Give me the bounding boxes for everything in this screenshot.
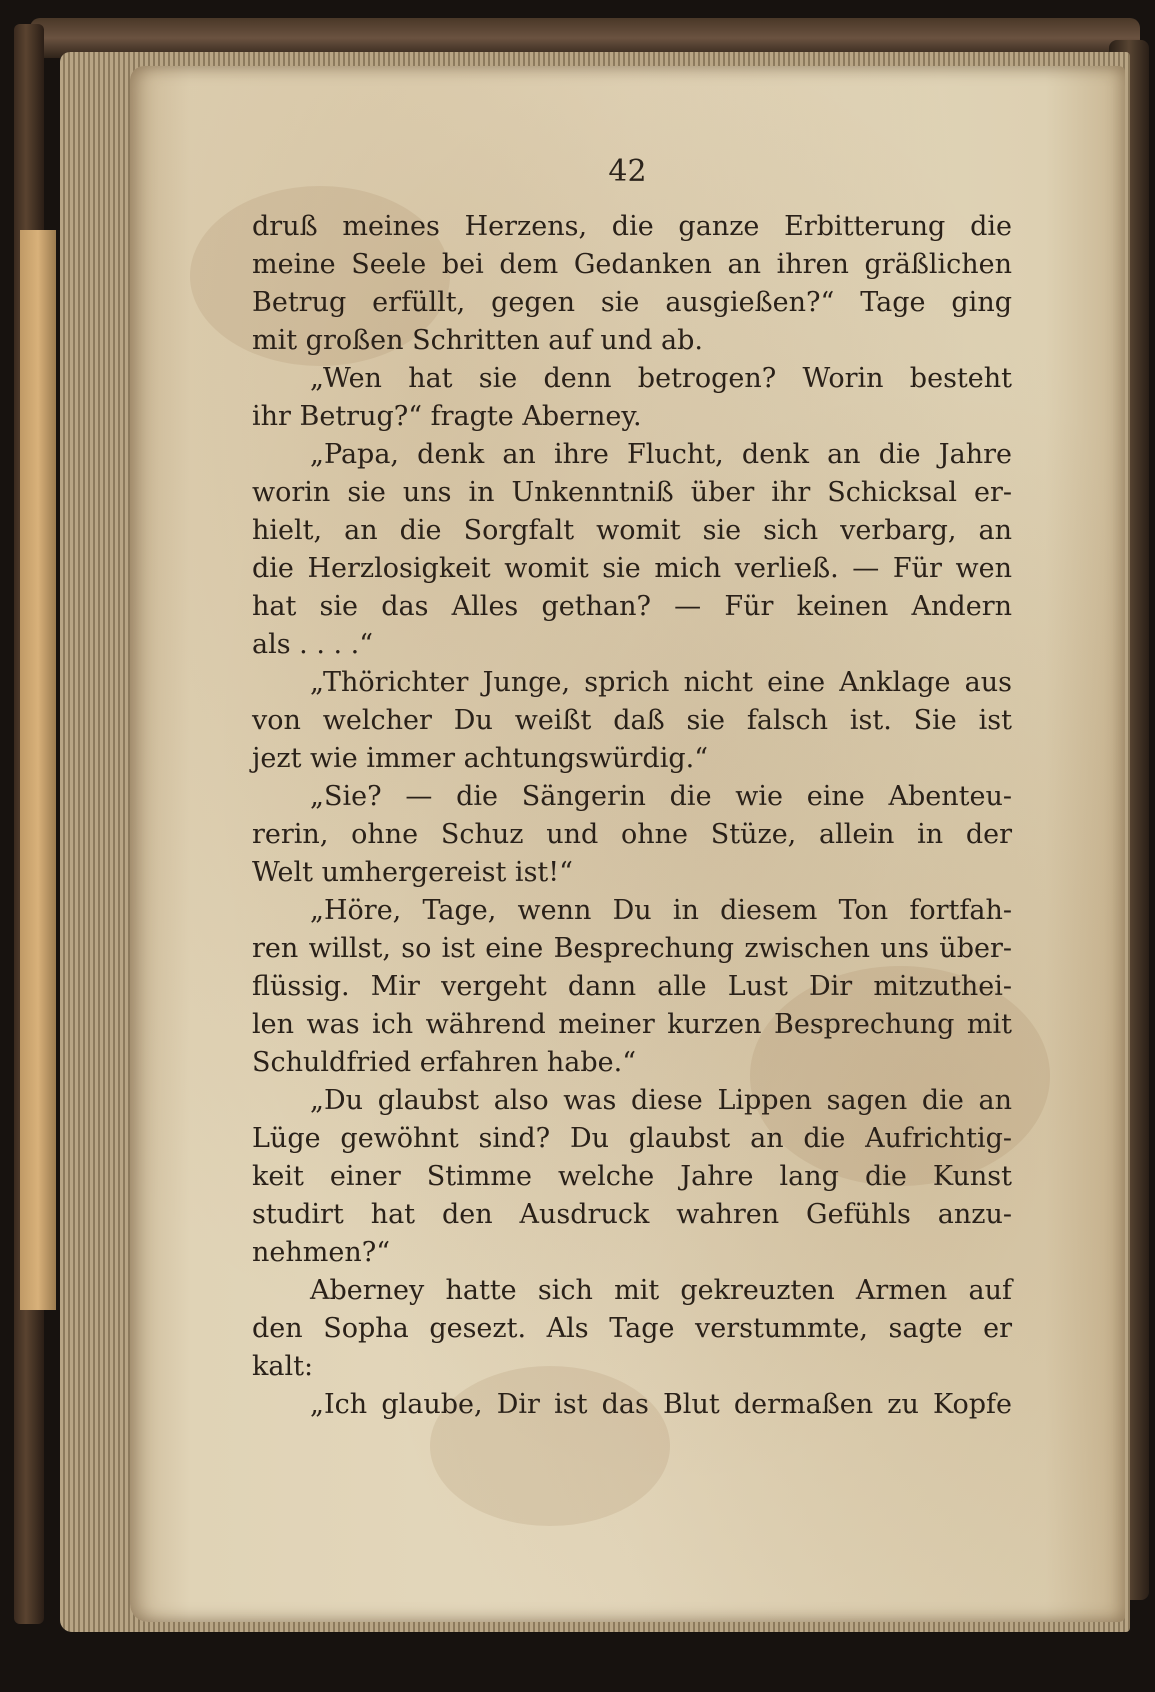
text-line: „Sie? — die Sängerin die wie eine Abenteu- <box>310 781 1012 812</box>
text-line: die Herzlosigkeit womit sie mich verließ. — Für wen <box>252 553 1012 584</box>
text-line: worin sie uns in Unkenntniß über ihr Schicksal er- <box>252 477 1012 508</box>
text-line: len was ich während meiner kurzen Besprechung mit <box>252 1009 1012 1040</box>
text-line: nehmen?“ <box>252 1237 391 1268</box>
text-line: mit großen Schritten auf und ab. <box>252 325 703 356</box>
text-line: ihr Betrug?“ fragte Aberney. <box>252 401 642 432</box>
spine-strip <box>20 230 56 1310</box>
text-line: rerin, ohne Schuz und ohne Stüze, allein in der <box>252 819 1012 850</box>
text-line: den Sopha gesezt. Als Tage verstummte, sagte er <box>252 1313 1012 1344</box>
text-line: flüssig. Mir vergeht dann alle Lust Dir mitzuthei- <box>252 971 1012 1002</box>
text-line: „Papa, denk an ihre Flucht, denk an die Jahre <box>310 439 1012 470</box>
text-block <box>252 208 1012 1424</box>
text-line: „Wen hat sie denn betrogen? Worin besteht <box>310 363 1012 394</box>
text-line: jezt wie immer achtungswürdig.“ <box>252 743 708 774</box>
text-line: „Du glaubst also was diese Lippen sagen die an <box>310 1085 1012 1116</box>
text-line: Lüge gewöhnt sind? Du glaubst an die Aufrichtig- <box>252 1123 1012 1154</box>
text-line: hat sie das Alles gethan? — Für keinen Andern <box>252 591 1012 622</box>
text-line: von welcher Du weißt daß sie falsch ist. Sie ist <box>252 705 1012 736</box>
text-line: keit einer Stimme welche Jahre lang die Kunst <box>252 1161 1012 1192</box>
text-line: kalt: <box>252 1351 314 1382</box>
text-line: als . . . .“ <box>252 629 374 660</box>
text-line: Aberney hatte sich mit gekreuzten Armen auf <box>310 1275 1012 1306</box>
text-line: „Ich glaube, Dir ist das Blut dermaßen zu Kopfe <box>310 1389 1012 1420</box>
text-line: druß meines Herzens, die ganze Erbitterung die <box>252 211 1012 242</box>
text-line: meine Seele bei dem Gedanken an ihren gräßlichen <box>252 249 1012 280</box>
text-line: „Höre, Tage, wenn Du in diesem Ton fortfah- <box>310 895 1012 926</box>
text-line: „Thörichter Junge, sprich nicht eine Anklage aus <box>310 667 1012 698</box>
text-line: ren willst, so ist eine Besprechung zwischen uns über- <box>252 933 1012 964</box>
page-number: 42 <box>608 154 647 189</box>
text-line: studirt hat den Ausdruck wahren Gefühls anzu- <box>252 1199 1012 1230</box>
text-line: Schuldfried erfahren habe.“ <box>252 1047 637 1078</box>
text-line: Betrug erfüllt, gegen sie ausgießen?“ Tage ging <box>252 287 1012 318</box>
text-line: Welt umhergereist ist!“ <box>252 857 573 888</box>
text-line: hielt, an die Sorgfalt womit sie sich verbarg, an <box>252 515 1012 546</box>
book-page <box>130 66 1125 1622</box>
